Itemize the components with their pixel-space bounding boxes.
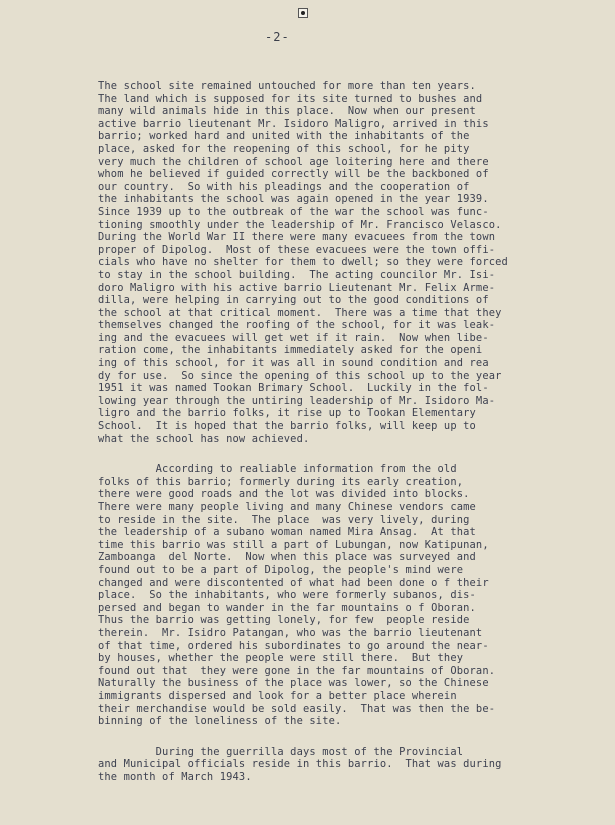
text-line: the month of March 1943. <box>98 770 252 783</box>
text-line: dilla, were helping in carrying out to the good conditions of <box>98 294 489 307</box>
text-line: immigrants dispersed and look for a better place wherein <box>98 689 457 702</box>
text-line: therein. Mr. Isidro Patangan, who was the barrio lieutenant <box>98 626 483 639</box>
text-line: doro Maligro with his active barrio Lieutenant Mr. Felix Arme- <box>98 281 496 294</box>
punch-mark-icon <box>298 8 308 18</box>
text-line: The school site remained untouched for more than ten years. <box>98 80 476 92</box>
text-line: ing of this school, for it was all in sound condition and rea <box>98 357 489 370</box>
body-text <box>98 80 578 783</box>
text-line: the school at that critical moment. There was a time that they <box>98 306 502 319</box>
text-line: ing and the evacuees will get wet if it rain. Now when libe- <box>98 331 489 344</box>
page-number: -2- <box>265 30 290 44</box>
text-line: place. So the inhabitants, who were formerly subanos, dis- <box>98 589 476 602</box>
text-line: the leadership of a subano woman named Mira Ansag. At that <box>98 526 476 539</box>
text-line: ration come, the inhabitants immediately asked for the openi <box>98 344 483 357</box>
text-line: ligro and the barrio folks, it rise up to Tookan Elementary <box>98 407 476 420</box>
text-line: found out to be a part of Dipolog, the people's mind were <box>98 563 464 576</box>
text-line: by houses, whether the people were still there. But they <box>98 652 464 665</box>
text-line: to reside in the site. The place was very lively, during <box>98 513 470 526</box>
text-line: changed and were discontented of what had been done o f their <box>98 576 489 589</box>
text-line: During the World War II there were many evacuees from the town <box>98 231 496 244</box>
text-line: Thus the barrio was getting lonely, for few people reside <box>98 614 470 627</box>
text-line: lowing year through the untiring leadership of Mr. Isidoro Ma- <box>98 394 496 407</box>
text-line: time this barrio was still a part of Lubungan, now Katipunan, <box>98 538 489 551</box>
text-line: During the guerrilla days most of the Provincial <box>98 745 464 758</box>
text-line: of that time, ordered his subordinates to go around the near- <box>98 639 489 652</box>
text-line: there were good roads and the lot was divided into blocks. <box>98 488 470 501</box>
text-line: The land which is supposed for its site turned to bushes and <box>98 92 483 105</box>
paragraph-school-history <box>98 80 578 445</box>
paragraph-gap <box>98 728 578 746</box>
paragraph-barrio-origin <box>98 463 578 727</box>
text-line: their merchandise would be sold easily. That was then the be- <box>98 702 496 715</box>
text-line: barrio; worked hard and united with the inhabitants of the <box>98 130 470 143</box>
text-line: dy for use. So since the opening of this school up to the year <box>98 369 502 382</box>
text-line: very much the children of school age loitering here and there <box>98 155 489 168</box>
text-line: persed and began to wander in the far mountains o f Oboran. <box>98 601 476 614</box>
text-line: themselves changed the roofing of the school, for it was leak- <box>98 319 496 332</box>
text-line: our country. So with his pleadings and the cooperation of <box>98 180 470 193</box>
text-line: School. It is hoped that the barrio folks, will keep up to <box>98 420 476 433</box>
text-line: proper of Dipolog. Most of these evacuees were the town offi- <box>98 243 496 256</box>
text-line: There were many people living and many Chinese vendors came <box>98 501 476 513</box>
text-line: whom he believed if guided correctly will be the backboned of <box>98 168 489 181</box>
text-line: and Municipal officials reside in this barrio. That was during <box>98 758 502 771</box>
text-line: cials who have no shelter for them to dwell; so they were forced <box>98 256 508 269</box>
text-line: Naturally the business of the place was lower, so the Chinese <box>98 677 489 690</box>
text-line: Since 1939 up to the outbreak of the war the school was func- <box>98 205 489 218</box>
text-line: Zamboanga del Norte. Now when this place was surveyed and <box>98 551 476 564</box>
paragraph-guerrilla-days <box>98 746 578 784</box>
text-line: According to realiable information from the old <box>98 463 457 476</box>
text-line: many wild animals hide in this place. Now when our present <box>98 105 476 118</box>
text-line: active barrio lieutenant Mr. Isidoro Maligro, arrived in this <box>98 117 489 130</box>
text-line: the inhabitants the school was again opened in the year 1939. <box>98 193 489 206</box>
paragraph-gap <box>98 445 578 463</box>
text-line: binning of the loneliness of the site. <box>98 715 342 728</box>
text-line: tioning smoothly under the leadership of Mr. Francisco Velasco. <box>98 218 502 231</box>
text-line: what the school has now achieved. <box>98 432 310 445</box>
text-line: to stay in the school building. The acting councilor Mr. Isi- <box>98 268 496 281</box>
text-line: 1951 it was named Tookan Brimary School. Luckily in the fol- <box>98 382 489 395</box>
text-line: place, asked for the reopening of this school, for he pity <box>98 142 470 155</box>
text-line: folks of this barrio; formerly during its early creation, <box>98 475 464 488</box>
text-line: found out that they were gone in the far mountains of Oboran. <box>98 664 496 677</box>
